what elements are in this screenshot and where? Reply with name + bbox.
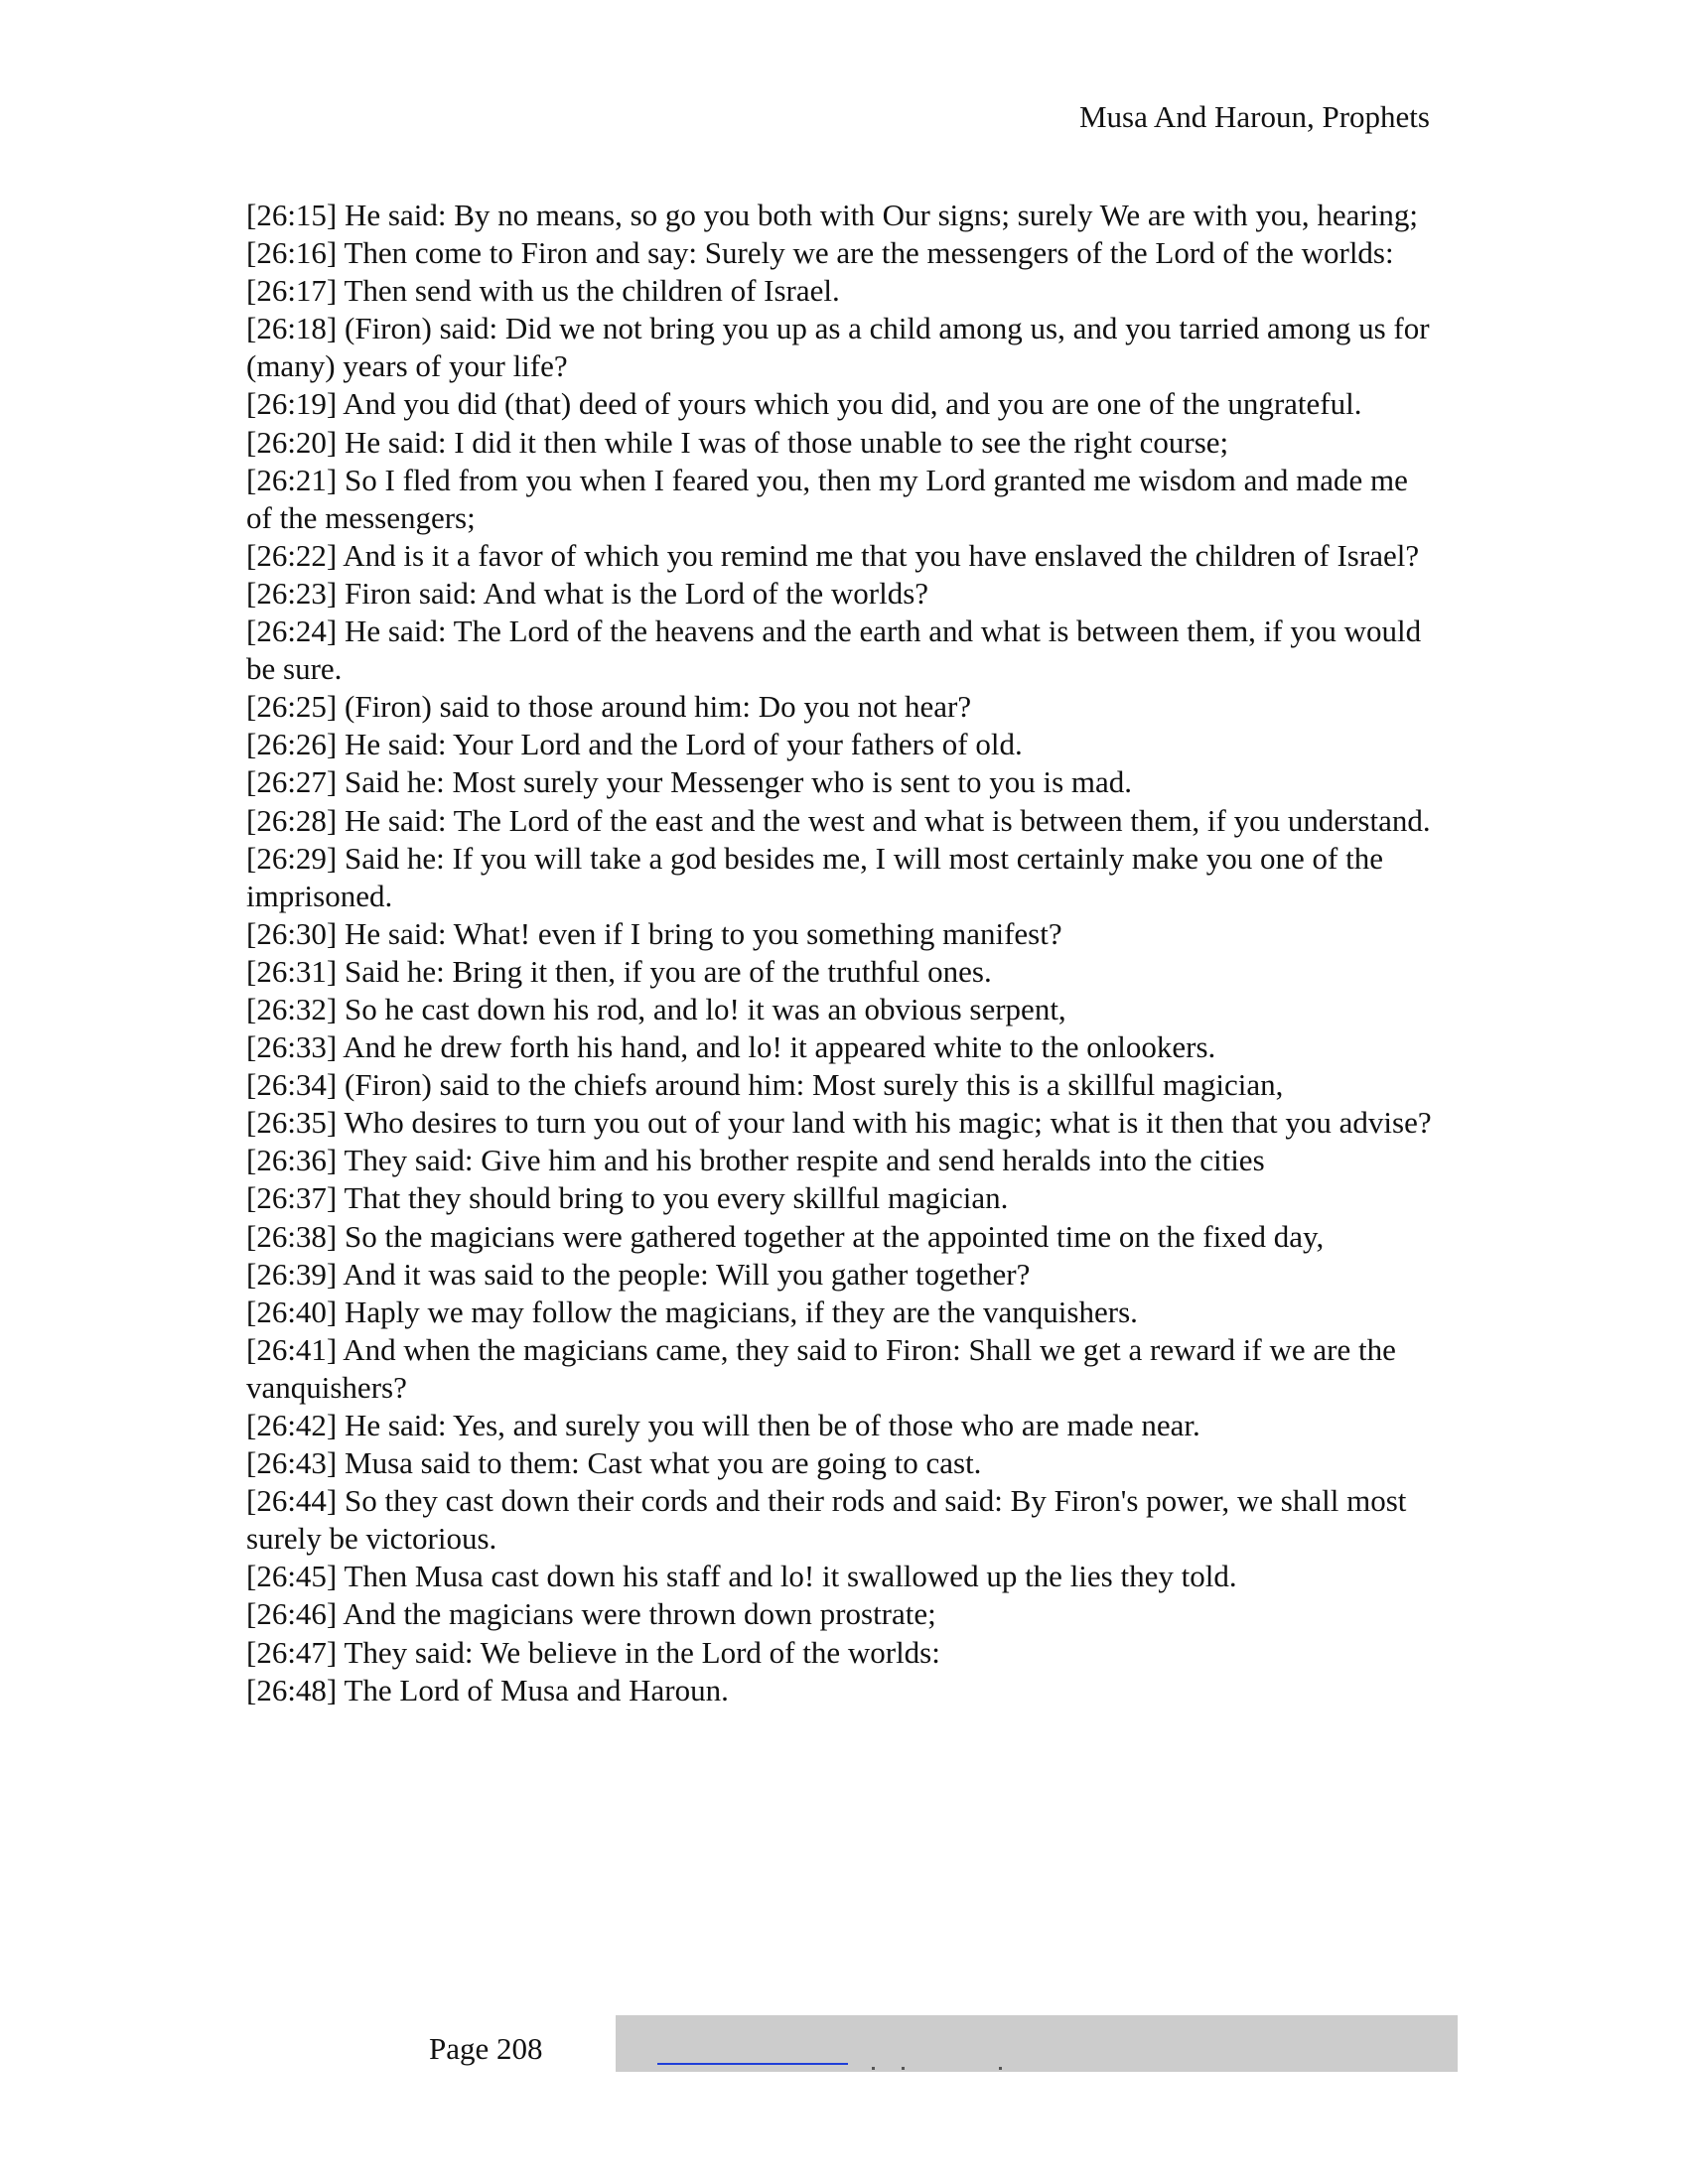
- verse-26-44: [26:44] So they cast down their cords and their rods and said: By Firon's power, we shall most surely be victorious.: [246, 1483, 1407, 1557]
- verse-26-28: [26:28] He said: The Lord of the east and the west and what is between them, if you understand.: [246, 802, 1431, 838]
- footer-text-fragment: [902, 2067, 905, 2070]
- footer-text-fragment: [872, 2067, 875, 2070]
- verse-26-27: [26:27] Said he: Most surely your Messenger who is sent to you is mad.: [246, 764, 1133, 800]
- verse-26-46: [26:46] And the magicians were thrown down prostrate;: [246, 1596, 936, 1632]
- verse-26-35: [26:35] Who desires to turn you out of your land with his magic; what is it then that you advise?: [246, 1105, 1432, 1141]
- verse-26-39: [26:39] And it was said to the people: Will you gather together?: [246, 1256, 1031, 1292]
- verse-26-32: [26:32] So he cast down his rod, and lo! it was an obvious serpent,: [246, 991, 1066, 1026]
- verse-26-30: [26:30] He said: What! even if I bring to you something manifest?: [246, 915, 1062, 951]
- verse-26-21: [26:21] So I fled from you when I feared you, then my Lord granted me wisdom and made me of the messengers;: [246, 462, 1408, 535]
- verse-26-18: [26:18] (Firon) said: Did we not bring you up as a child among us, and you tarried among us for (many) years of your life?: [246, 311, 1430, 384]
- verse-26-19: [26:19] And you did (that) deed of yours which you did, and you are one of the ungrateful.: [246, 386, 1362, 422]
- verse-26-22: [26:22] And is it a favor of which you remind me that you have enslaved the children of Israel?: [246, 537, 1420, 573]
- verse-26-34: [26:34] (Firon) said to the chiefs around him: Most surely this is a skillful magician,: [246, 1067, 1284, 1103]
- verse-26-40: [26:40] Haply we may follow the magicians, if they are the vanquishers.: [246, 1294, 1138, 1329]
- verse-26-29: [26:29] Said he: If you will take a god besides me, I will most certainly make you one of the imprisoned.: [246, 840, 1384, 913]
- verse-26-47: [26:47] They said: We believe in the Lord of the worlds:: [246, 1634, 940, 1670]
- running-header: Musa And Haroun, Prophets: [1078, 99, 1430, 134]
- verse-26-42: [26:42] He said: Yes, and surely you will then be of those who are made near.: [246, 1408, 1200, 1442]
- verse-26-37: [26:37] That they should bring to you every skillful magician.: [246, 1180, 1009, 1216]
- verse-26-20: [26:20] He said: I did it then while I was of those unable to see the right course;: [246, 424, 1229, 460]
- verse-26-23: [26:23] Firon said: And what is the Lord of the worlds?: [246, 575, 929, 611]
- verse-26-38: [26:38] So the magicians were gathered together at the appointed time on the fixed day,: [246, 1218, 1325, 1254]
- verse-26-16: [26:16] Then come to Firon and say: Surely we are the messengers of the Lord of the worlds:: [246, 235, 1394, 271]
- verse-26-24: [26:24] He said: The Lord of the heavens and the earth and what is between them, if you would be sure.: [246, 614, 1422, 687]
- verse-26-15: [26:15] He said: By no means, so go you both with Our signs; surely We are with you, hearing;: [246, 198, 1418, 232]
- verse-list: [246, 197, 1438, 1709]
- footer-bar: [616, 2015, 1458, 2072]
- verse-26-43: [26:43] Musa said to them: Cast what you are going to cast.: [246, 1445, 982, 1481]
- verse-26-45: [26:45] Then Musa cast down his staff and lo! it swallowed up the lies they told.: [246, 1559, 1237, 1594]
- verse-26-41: [26:41] And when the magicians came, they said to Firon: Shall we get a reward if we are the vanquishers?: [246, 1331, 1396, 1405]
- page-number: Page 208: [429, 2031, 543, 2066]
- verse-26-36: [26:36] They said: Give him and his brother respite and send heralds into the cities: [246, 1143, 1265, 1178]
- verse-26-31: [26:31] Said he: Bring it then, if you are of the truthful ones.: [246, 953, 992, 989]
- footer-link-underline[interactable]: [657, 2063, 848, 2065]
- verse-26-26: [26:26] He said: Your Lord and the Lord of your fathers of old.: [246, 727, 1023, 762]
- verse-26-17: [26:17] Then send with us the children of Israel.: [246, 273, 840, 309]
- verse-26-48: [26:48] The Lord of Musa and Haroun.: [246, 1672, 729, 1707]
- verse-26-33: [26:33] And he drew forth his hand, and lo! it appeared white to the onlookers.: [246, 1029, 1216, 1065]
- verse-26-25: [26:25] (Firon) said to those around him: Do you not hear?: [246, 689, 972, 725]
- footer-text-fragment: [999, 2067, 1002, 2070]
